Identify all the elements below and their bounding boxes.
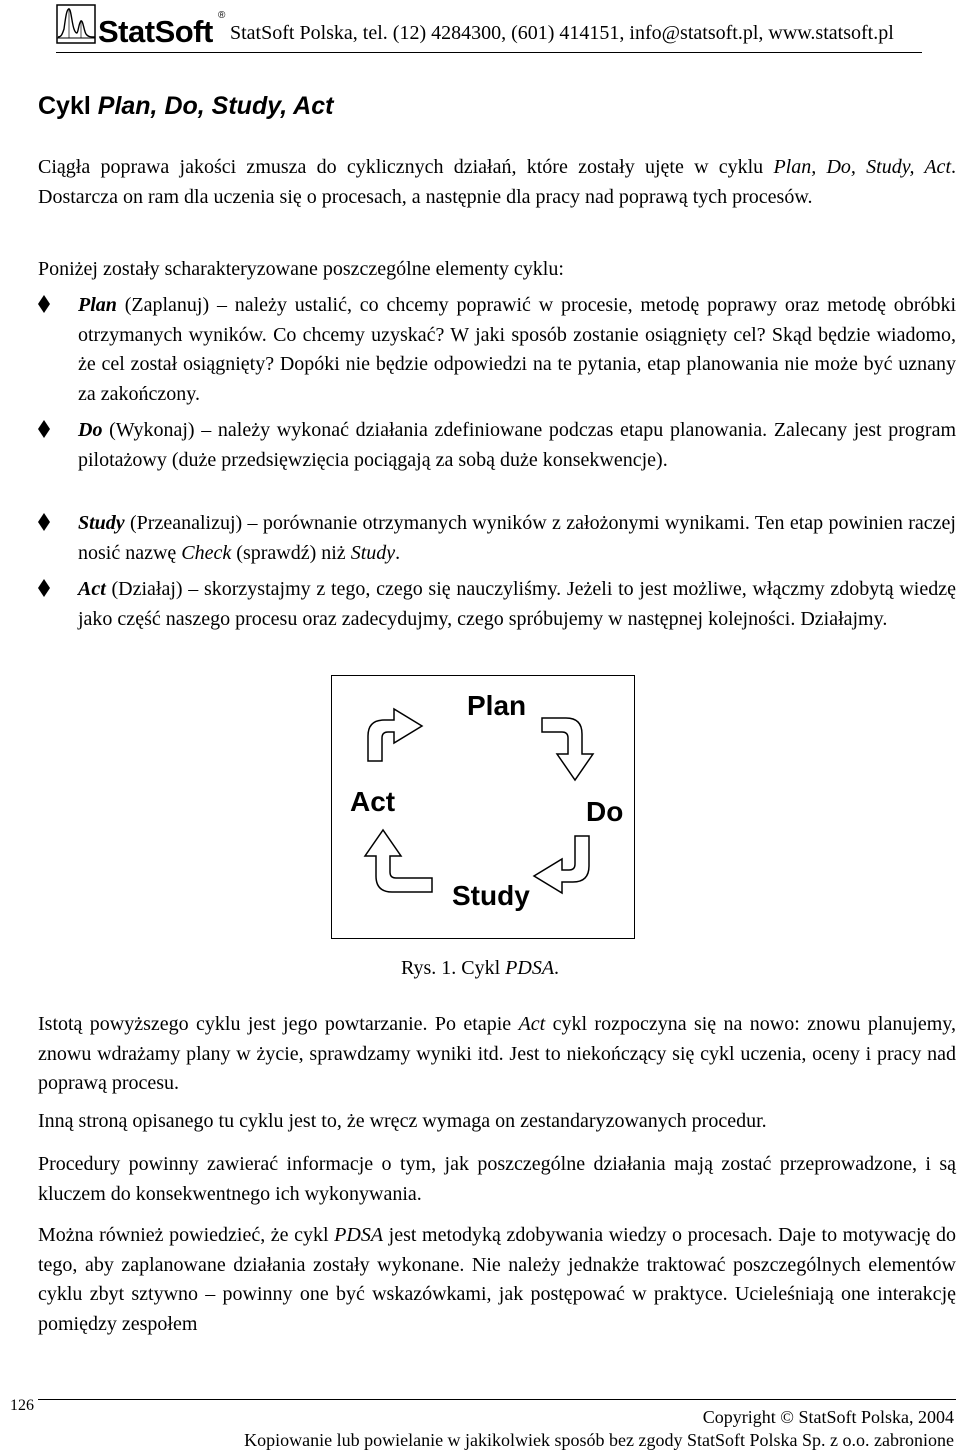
bullet-italic: Check <box>181 541 232 564</box>
intro-italic: Plan, Do, Study, Act <box>773 156 951 178</box>
bullet-description-3: . <box>395 541 401 564</box>
paragraph-repetition <box>38 1010 956 1099</box>
copyright-notice: Copyright © StatSoft Polska, 2004 <box>702 1407 954 1427</box>
bullet-term: Plan <box>78 294 117 316</box>
diamond-bullet-icon <box>38 420 50 438</box>
page-title <box>38 92 333 121</box>
para-text-end: jest metodyką zdobywania wiedzy o procesach. Daje to motywację do tego, aby zaplanowane działania zostały wykonane. Nie należy jednakże traktować poszczególnych elementów cyklu zbyt sztywno – powinny one być wskazówkami, jak postępować w praktyce. Ucieleśniają one interakcję pomiędzy zespołem <box>38 1224 957 1335</box>
bullet-italic-2: Study <box>350 541 396 564</box>
intro-paragraph <box>38 153 956 212</box>
bullet-description: (Wykonaj) – należy wykonać działania zdefiniowane podczas etapu planowania. Zalecany jest program pilotażowy (duże przedsięwzięcia pociągają za sobą duże konsekwencje). <box>78 419 956 471</box>
bullet-description-2: (sprawdź) niż <box>231 541 351 564</box>
bullet-text <box>78 416 956 475</box>
paragraph-procedures: Inną stroną opisanego tu cyklu jest to, że wręcz wymaga on zestandaryzowanych procedur. <box>38 1110 767 1132</box>
diamond-bullet-icon <box>38 295 50 313</box>
footer-divider <box>38 1399 956 1400</box>
title-prefix: Cykl <box>38 92 98 120</box>
bullet-term: Do <box>78 419 103 441</box>
statsoft-logo-icon <box>56 4 96 44</box>
figure-caption <box>0 957 960 980</box>
copying-notice: Kopiowanie lub powielanie w jakikolwiek sposób bez zgody StatSoft Polska Sp. z o.o. zabronione <box>244 1430 954 1450</box>
bullet-act <box>38 575 956 634</box>
page-number: 126 <box>10 1397 34 1414</box>
caption-suffix: . <box>554 957 560 979</box>
arrow-plan-to-do-icon <box>542 718 593 780</box>
paragraph-methodology <box>38 1221 956 1339</box>
caption-prefix: Rys. 1. Cykl <box>400 957 506 979</box>
title-italic: Plan, Do, Study, Act <box>97 92 334 120</box>
pdsa-cycle-figure <box>331 675 635 939</box>
bullet-description: (Działaj) – skorzystajmy z tego, czego się nauczyliśmy. Jeżeli to jest możliwe, włączmy zdobytą wiedzę jako część naszego procesu oraz zadecydujmy, czego spróbujemy w następnej kolejności. Działajmy. <box>78 578 956 630</box>
paragraph-procedure-content: Procedury powinny zawierać informacje o tym, jak poszczególne działania mają zostać przeprowadzone, i są kluczem do konsekwentnego ich wykonywania. <box>38 1153 956 1205</box>
label-act: Act <box>350 786 396 817</box>
label-study: Study <box>452 880 530 911</box>
bullet-term: Study <box>78 512 125 534</box>
bullet-description: (Zaplanuj) – należy ustalić, co chcemy poprawić w procesie, metodę poprawy oraz metodę obróbki otrzymanych wyników. Co chcemy uzyskać? W jaki sposób zostanie osiągnięty cel? Skąd będzie wiadomo, że cel został osiągnięty? Dopóki nie będzie odpowiedzi na te pytania, etap planowania nie może być uznany za zakończony. <box>78 294 956 405</box>
para-text: Istotą powyższego cyklu jest jego powtarzanie. Po etapie <box>38 1013 519 1035</box>
page-header <box>0 0 960 56</box>
header-contact: StatSoft Polska, tel. (12) 4284300, (601) 414151, info@statsoft.pl, www.statsoft.pl <box>230 22 894 44</box>
header-divider <box>56 52 922 53</box>
para-italic: Act <box>518 1013 546 1035</box>
statsoft-logo-text: StatSoft <box>98 14 213 49</box>
bullet-plan <box>38 291 956 409</box>
bullet-text <box>78 575 956 634</box>
bullet-text <box>78 509 956 568</box>
arrow-do-to-study-icon <box>534 836 589 893</box>
caption-italic: PDSA <box>505 957 555 979</box>
diamond-bullet-icon <box>38 513 50 531</box>
label-plan: Plan <box>467 690 527 721</box>
arrow-act-to-plan-icon <box>368 709 422 761</box>
diamond-bullet-icon <box>38 579 50 597</box>
intro-text: Ciągła poprawa jakości zmusza do cyklicznych działań, które zostały ujęte w cyklu <box>38 156 774 178</box>
bullet-do <box>38 416 956 475</box>
intro-text-end: . Dostarcza on ram dla uczenia się o procesach, a następnie dla pracy nad poprawą tych procesów. <box>38 156 956 208</box>
bullet-description: (Przeanalizuj) – porównanie otrzymanych wyników z założonymi wynikami. Ten etap powinien raczej nosić nazwę <box>78 512 956 564</box>
bullet-text <box>78 291 956 409</box>
bullet-study <box>38 509 956 568</box>
arrow-study-to-act-icon <box>365 830 432 892</box>
elements-intro: Poniżej zostały scharakteryzowane poszczególne elementy cyklu: <box>38 258 564 280</box>
para-text: Można również powiedzieć, że cykl <box>38 1224 335 1246</box>
para-italic: PDSA <box>334 1224 384 1246</box>
para-text-end: cykl rozpoczyna się na nowo: znowu planujemy, znowu wdrażamy plany w życie, sprawdzamy wyniki itd. Jest to niekończący się cykl uczenia, oceny i pracy nad poprawą procesu. <box>38 1013 957 1094</box>
bullet-term: Act <box>78 578 106 600</box>
label-do: Do <box>586 796 624 827</box>
registered-mark: ® <box>218 10 226 21</box>
